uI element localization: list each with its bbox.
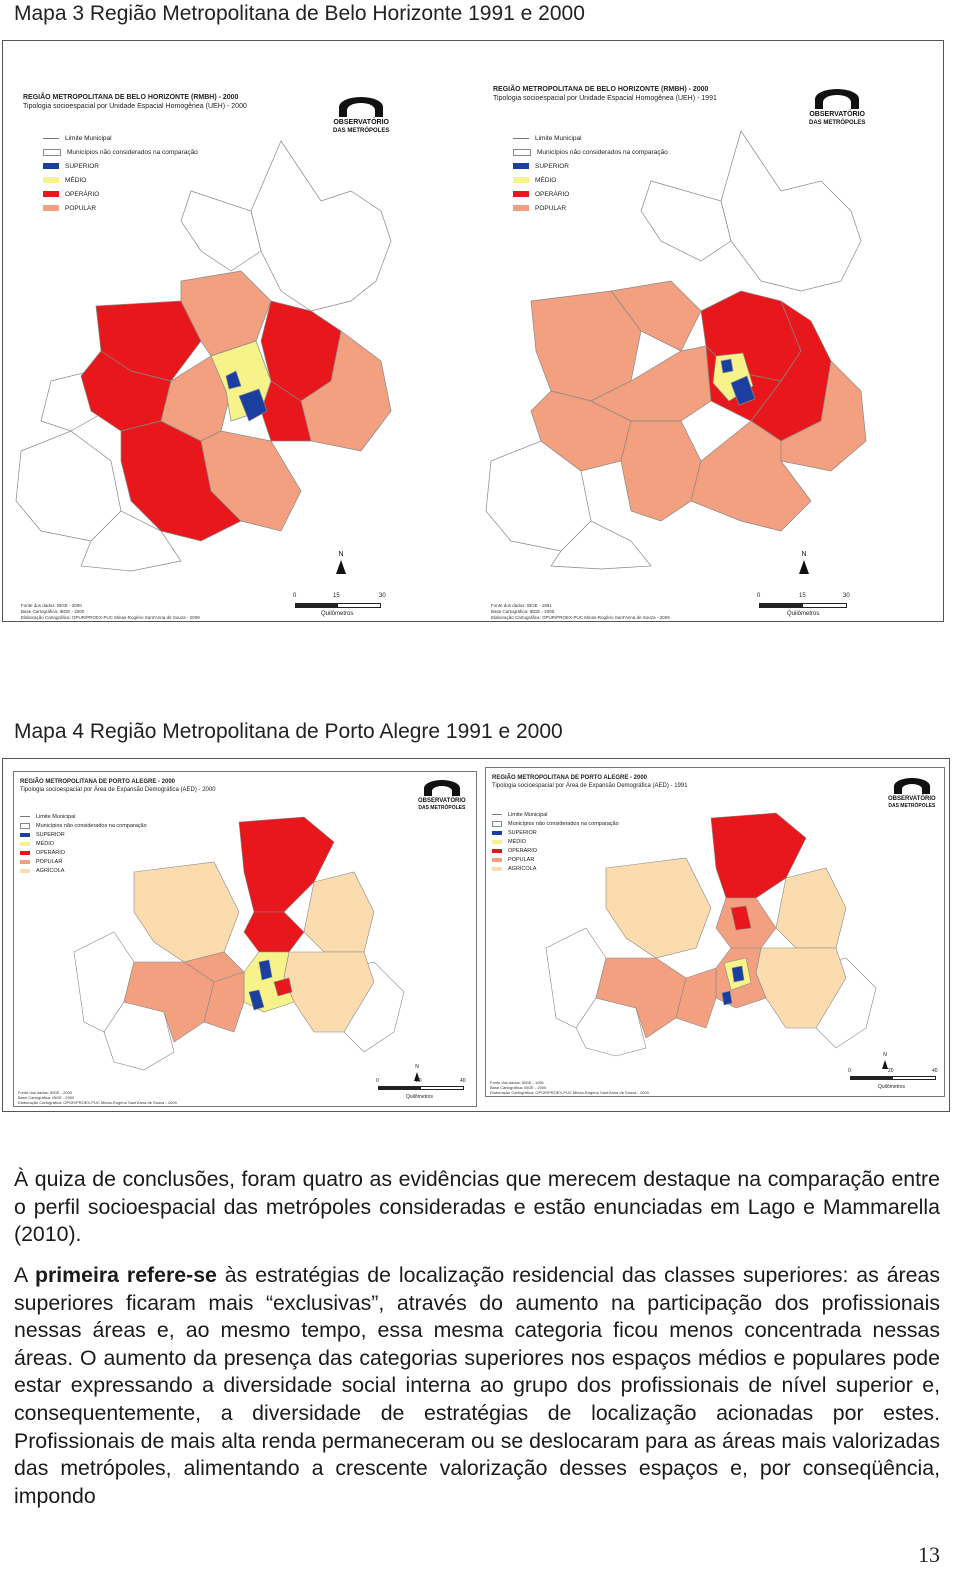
rmpa-1991-map <box>546 798 886 1058</box>
legend-label: SUPERIOR <box>36 831 65 838</box>
legend-label: Limite Municipal <box>65 134 112 142</box>
legend-label: OPERÁRIO <box>65 190 100 198</box>
legend-label: MÉDIO <box>65 176 87 184</box>
map-sources: Fonte dos dados: IBGE - 2000 Base Cartográfica: IBGE - 2000 Elaboração Cartográfica: OPUR/PROEX-PUC Minas-Rogério Sant'Anna de Souza - 2009 <box>18 1090 177 1105</box>
panel-title <box>20 778 297 794</box>
observatorio-logo: OBSERVATÓRIO DAS METRÓPOLES <box>809 89 865 127</box>
panel-title-line2: Tipologia socioespacial por Unidade Espacial Homogênea (UEH) - 2000 <box>23 103 247 110</box>
legend-label: POPULAR <box>508 856 535 863</box>
legend-swatch <box>20 833 30 837</box>
legend-label: OPERÁRIO <box>508 847 538 854</box>
paragraph-first-evidence: A primeira refere-se às estratégias de localização residencial das classes superiores: as áreas superiores ficaram mais “exclusivas”, através do aumento na participação dos profissionais nessas áreas e, ao mesmo tempo, essa mesma categoria ficou menos concentrada nessas áreas. O aumento da presença das categorias superiores nos espaços médios e populares pode estar expressando a diversidade social interna ao grupo dos profissionais de nível superior e, consequentemente, a diversidade de estratégias de localização acionadas por estes. Profissionais de mais alta renda permaneceram ou se deslocaram para as áreas mais valorizadas das metrópoles, alimentando a crescente valorização desses espaços e, por conseqüência, impondo <box>14 1263 940 1508</box>
rmbh-1991-map <box>481 121 937 571</box>
legend-label: AGRÍCOLA <box>36 867 65 874</box>
scale-unit: Quilômetros <box>787 611 820 617</box>
map3-caption: Mapa 3 Região Metropolitana de Belo Horizonte 1991 e 2000 <box>14 2 585 25</box>
scale-unit: Quilômetros <box>878 1084 905 1090</box>
scale-bar <box>378 1086 464 1090</box>
map-sources: Fonte dos dados: IBGE - 1991 Base Cartográfica: IBGE - 2000 Elaboração Cartográfica: OPUR/PROEX-PUC Minas-Rogério Sant'Anna de Souza - 2009 <box>491 603 670 620</box>
north-arrow: N <box>882 1052 888 1069</box>
observatorio-logo: OBSERVATÓRIO DAS METRÓPOLES <box>333 97 389 135</box>
legend-label: MÉDIO <box>535 176 557 184</box>
legend-swatch <box>492 840 502 844</box>
panel-title-line1: REGIÃO METROPOLITANA DE BELO HORIZONTE (RMBH) - 2000 <box>23 94 239 101</box>
legend-label: MÉDIO <box>36 840 55 847</box>
map-sources: Fonte dos dados: IBGE - 2000 Base Cartográfica: IBGE - 2000 Elaboração Cartográfica: OPUR/PROEX-PUC Minas-Rogério Sant'Anna de Souza - 2009 <box>21 603 200 620</box>
scale-bar <box>850 1076 936 1080</box>
legend-swatch <box>20 860 30 864</box>
legend-swatch <box>492 831 502 835</box>
panel-title <box>493 85 767 103</box>
logo-icon <box>815 89 859 109</box>
legend-label: Municípios não considerados na comparação <box>67 148 198 156</box>
page-number: 13 <box>918 1542 940 1567</box>
panel-title-line1: REGIÃO METROPOLITANA DE BELO HORIZONTE (RMBH) - 2000 <box>493 86 709 93</box>
legend-label: AGRÍCOLA <box>508 865 537 872</box>
legend-swatch <box>20 851 30 855</box>
legend-label: Municípios não considerados na comparação <box>36 822 147 829</box>
map3-panel-2000: REGIÃO METROPOLITANA DE BELO HORIZONTE (RMBH) - 2000 Tipologia socioespacial por Unidade Espacial Homogênea (UEH) - 2000 Limite Municipal Municípios não considerados na comparação SUPERIOR MÉDIO OPERÁRIO POPULAR OBSERVATÓRIO DAS METRÓPOLES N Fonte dos dados: IBGE - 2000 Base Cartográfica: IBGE - 2000 Elaboração Cartográfica: OPUR/PROEX-PUC Minas-Rogério Sant'Anna de Souza - 2009 0 15 30 Quilômetros <box>11 81 459 617</box>
map3-figure <box>2 40 944 622</box>
legend-label: MÉDIO <box>508 838 527 845</box>
observatorio-logo: OBSERVATÓRIO DAS METRÓPOLES <box>418 780 466 812</box>
map4-panel-2000: REGIÃO METROPOLITANA DE PORTO ALEGRE - 2000 Tipologia socioespacial por Área de Expansão Demográfica (AED) - 2000 Limite Municipal Municípios não considerados na comparação SUPERIOR MÉDIO OPERÁRIO POPULAR AGRÍCOLA OBSERVATÓRIO DAS METRÓPOLES N Fonte dos dados: IBGE - 2000 Base Cartográfica: IBGE - 2000 Elaboração Cartográfica: OPUR/PROEX-PUC Minas-Rogério Sant'Anna de Souza - 2009 0 20 40 Quilômetros <box>13 771 477 1107</box>
logo-icon <box>339 97 383 117</box>
legend-swatch <box>20 842 30 846</box>
panel-title-line2: Tipologia socioespacial por Área de Expansão Demográfica (AED) - 2000 <box>20 787 216 793</box>
rmpa-2000-map <box>74 802 414 1072</box>
legend-label: Limite Municipal <box>535 134 582 142</box>
legend-swatch <box>492 858 502 862</box>
north-arrow-icon <box>799 560 809 574</box>
legend-swatch <box>492 849 502 853</box>
map4-caption: Mapa 4 Região Metropolitana de Porto Alegre 1991 e 2000 <box>14 720 563 743</box>
legend-label: POPULAR <box>36 858 63 865</box>
map3-panel-1991: REGIÃO METROPOLITANA DE BELO HORIZONTE (RMBH) - 2000 Tipologia socioespacial por Unidade Espacial Homogênea (UEH) - 1991 Limite Municipal Municípios não considerados na comparação SUPERIOR MÉDIO OPERÁRIO POPULAR OBSERVATÓRIO DAS METRÓPOLES N Fonte dos dados: IBGE - 1991 Base Cartográfica: IBGE - 2000 Elaboração Cartográfica: OPUR/PROEX-PUC Minas-Rogério Sant'Anna de Souza - 2009 0 15 30 Quilômetros <box>481 81 937 617</box>
legend-label: Municípios não considerados na comparação <box>537 148 668 156</box>
scale-bar <box>295 603 381 608</box>
legend-swatch <box>20 816 30 817</box>
legend-label: Limite Municipal <box>36 813 76 820</box>
legend-label: SUPERIOR <box>65 162 99 170</box>
legend-label: POPULAR <box>65 204 97 212</box>
rmbh-2000-map <box>11 131 459 571</box>
scale-bar <box>759 603 847 608</box>
legend-label: OPERÁRIO <box>36 849 66 856</box>
legend-label: SUPERIOR <box>535 162 569 170</box>
panel-title <box>492 774 767 790</box>
observatorio-logo: OBSERVATÓRIO DAS METRÓPOLES <box>888 778 936 810</box>
legend-label: OPERÁRIO <box>535 190 570 198</box>
scale-unit: Quilômetros <box>406 1094 433 1100</box>
panel-title-line2: Tipologia socioespacial por Unidade Espacial Homogênea (UEH) - 1991 <box>493 95 717 102</box>
panel-title-line2: Tipologia socioespacial por Área de Expansão Demográfica (AED) - 1991 <box>492 783 688 789</box>
logo-icon <box>894 778 930 794</box>
north-arrow-icon <box>336 560 346 574</box>
scale-unit: Quilômetros <box>321 611 354 617</box>
paragraph-conclusions: À quiza de conclusões, foram quatro as evidências que merecem destaque na comparação entre o perfil socioespacial das metrópoles consideradas e estão enunciadas em Lago e Mammarella (2010). <box>14 1167 940 1247</box>
bold-phrase: primeira refere-se <box>34 1263 217 1287</box>
legend-label: SUPERIOR <box>508 829 537 836</box>
legend-label: POPULAR <box>535 204 567 212</box>
legend-swatch <box>492 814 502 815</box>
logo-icon <box>424 780 460 796</box>
legend-swatch <box>492 867 502 871</box>
panel-title-line1: REGIÃO METROPOLITANA DE PORTO ALEGRE - 2000 <box>492 775 648 781</box>
map-sources: Fonte dos dados: IBGE - 1991 Base Cartográfica: IBGE - 2000 Elaboração Cartográfica: OPUR/PROEX-PUC Minas-Rogério Sant'Anna de Souza - 2009 <box>490 1080 649 1095</box>
map4-figure <box>2 758 950 1112</box>
legend-label: Limite Municipal <box>508 811 548 818</box>
legend-swatch <box>492 821 502 827</box>
legend-label: Municípios não considerados na comparação <box>508 820 619 827</box>
north-arrow: N <box>414 1064 420 1081</box>
panel-title-line1: REGIÃO METROPOLITANA DE PORTO ALEGRE - 2000 <box>20 779 176 785</box>
legend-swatch <box>20 823 30 829</box>
north-arrow: N <box>336 551 346 574</box>
north-arrow: N <box>799 551 809 574</box>
panel-title <box>23 93 292 111</box>
legend-swatch <box>20 869 30 873</box>
map4-panel-1991: REGIÃO METROPOLITANA DE PORTO ALEGRE - 2000 Tipologia socioespacial por Área de Expansão Demográfica (AED) - 1991 Limite Municipal Municípios não considerados na comparação SUPERIOR MÉDIO OPERÁRIO POPULAR AGRÍCOLA OBSERVATÓRIO DAS METRÓPOLES N Fonte dos dados: IBGE - 1991 Base Cartográfica: IBGE - 2000 Elaboração Cartográfica: OPUR/PROEX-PUC Minas-Rogério Sant'Anna de Souza - 2009 0 20 40 Quilômetros <box>485 767 945 1097</box>
